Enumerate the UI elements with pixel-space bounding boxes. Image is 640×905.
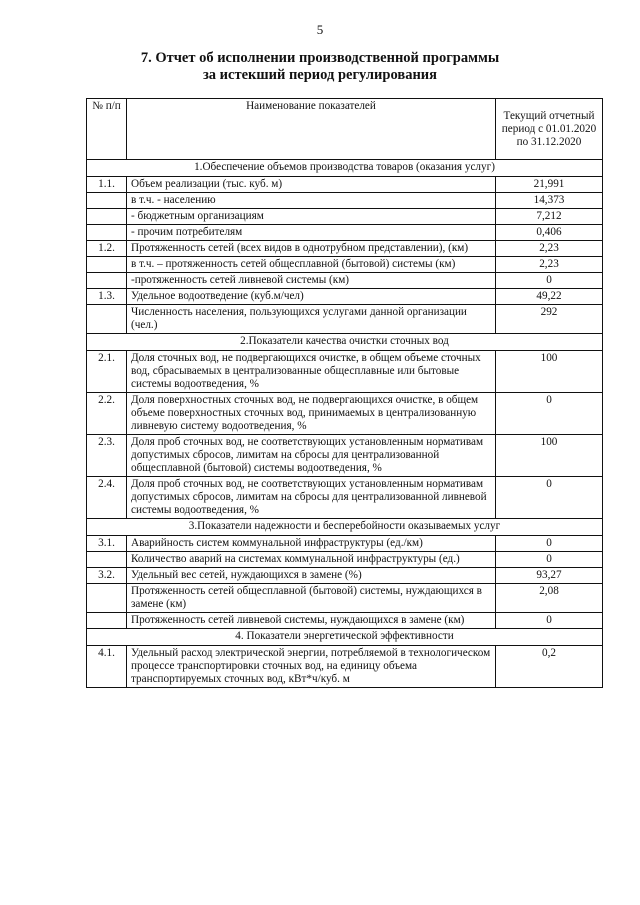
row-num [87,552,127,568]
table-row [87,351,603,393]
table-row [87,241,603,257]
table-row [87,568,603,584]
row-num [87,613,127,629]
section-1-title: 1.Обеспечение объемов производства товаров (оказания услуг) [87,160,603,177]
row-name: - бюджетным организациям [127,209,496,225]
row-value: 0 [496,613,603,629]
row-name: Удельное водоотведение (куб.м/чел) [127,289,496,305]
row-num: 2.3. [87,435,127,477]
table-header-row [87,99,603,160]
table-row [87,289,603,305]
section-row [87,629,603,646]
row-value: 100 [496,435,603,477]
row-value: 0 [496,552,603,568]
row-name: Доля проб сточных вод, не соответствующих установленным нормативам допустимых сбросов, лимитам на сбросы для централизованной ливневой системы водоотведения, % [127,477,496,519]
section-row [87,334,603,351]
header-value: Текущий отчетный период с 01.01.2020 по 31.12.2020 [496,99,603,160]
row-num [87,584,127,613]
row-value: 0 [496,273,603,289]
row-value: 2,23 [496,257,603,273]
row-name: Аварийность систем коммунальной инфраструктуры (ед./км) [127,536,496,552]
row-name: - прочим потребителям [127,225,496,241]
row-name: -протяженность сетей ливневой системы (км) [127,273,496,289]
document-title [0,50,640,84]
row-value: 0 [496,393,603,435]
row-value: 7,212 [496,209,603,225]
table-row [87,536,603,552]
row-name: в т.ч. – протяженность сетей общесплавной (бытовой) системы (км) [127,257,496,273]
row-num [87,257,127,273]
row-name: Протяженность сетей (всех видов в однотрубном представлении), (км) [127,241,496,257]
table-row [87,209,603,225]
table-row [87,393,603,435]
table-row [87,257,603,273]
section-3-title: 3.Показатели надежности и бесперебойности оказываемых услуг [87,519,603,536]
row-name: Объем реализации (тыс. куб. м) [127,177,496,193]
row-name: Доля поверхностных сточных вод, не подвергающихся очистке, в общем объеме поверхностных сточных вод, принимаемых в централизованную ливневую систему водоотведения, % [127,393,496,435]
row-num: 1.3. [87,289,127,305]
row-num: 2.4. [87,477,127,519]
table-row [87,584,603,613]
row-name: Протяженность сетей ливневой системы, нуждающихся в замене (км) [127,613,496,629]
row-value: 0 [496,536,603,552]
page-number: 5 [316,22,324,37]
row-num: 4.1. [87,646,127,688]
table-row [87,305,603,334]
title-line-1: 7. Отчет об исполнении производственной программы [140,50,500,66]
table-row [87,613,603,629]
row-name: Доля проб сточных вод, не соответствующих установленным нормативам допустимых сбросов, лимитам на сбросы для централизованной общесплавной (бытовой) системы водоотведения, % [127,435,496,477]
row-num: 2.2. [87,393,127,435]
table-row [87,193,603,209]
section-row [87,160,603,177]
row-value: 0,2 [496,646,603,688]
row-value: 2,08 [496,584,603,613]
row-value: 93,27 [496,568,603,584]
row-value: 0,406 [496,225,603,241]
row-value: 2,23 [496,241,603,257]
header-name: Наименование показателей [127,99,496,160]
row-num [87,193,127,209]
row-value: 0 [496,477,603,519]
row-num: 3.2. [87,568,127,584]
row-num [87,273,127,289]
table-row [87,435,603,477]
row-num: 3.1. [87,536,127,552]
row-name: Доля сточных вод, не подвергающихся очистке, в общем объеме сточных вод, сбрасываемых в централизованные общесплавные или бытовые системы водоотведения, % [127,351,496,393]
row-value: 49,22 [496,289,603,305]
table-row [87,177,603,193]
row-num: 1.2. [87,241,127,257]
row-num: 1.1. [87,177,127,193]
row-name: в т.ч. - населению [127,193,496,209]
row-num [87,209,127,225]
title-line-2: за истекший период регулирования [202,67,438,83]
section-row [87,519,603,536]
row-name: Количество аварий на системах коммунальной инфраструктуры (ед.) [127,552,496,568]
row-num [87,305,127,334]
report-table [86,98,603,688]
row-num: 2.1. [87,351,127,393]
section-4-title: 4. Показатели энергетической эффективности [87,629,603,646]
table-row [87,273,603,289]
row-name: Протяженность сетей общесплавной (бытовой) системы, нуждающихся в замене (км) [127,584,496,613]
row-value: 292 [496,305,603,334]
row-name: Удельный расход электрической энергии, потребляемой в технологическом процессе транспортировки сточных вод, на единицу объема транспортируемых сточных вод, кВт*ч/куб. м [127,646,496,688]
row-num [87,225,127,241]
header-num: № п/п [87,99,127,160]
table-row [87,477,603,519]
table-row [87,646,603,688]
table-row [87,225,603,241]
row-name: Удельный вес сетей, нуждающихся в замене (%) [127,568,496,584]
section-2-title: 2.Показатели качества очистки сточных вод [87,334,603,351]
row-value: 100 [496,351,603,393]
row-name: Численность населения, пользующихся услугами данной организации (чел.) [127,305,496,334]
table-row [87,552,603,568]
row-value: 14,373 [496,193,603,209]
row-value: 21,991 [496,177,603,193]
